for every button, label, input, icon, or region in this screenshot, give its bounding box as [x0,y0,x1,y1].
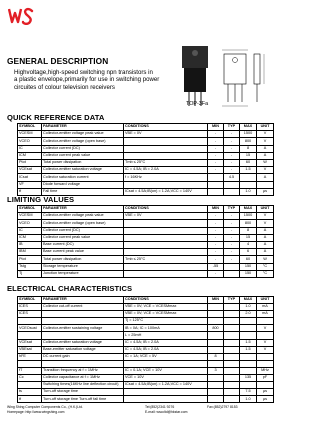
table-cell: VBE = 0V; VCE = VCESMmax [124,304,208,311]
table-cell: °C [257,270,274,277]
table-cell [124,241,208,248]
table-cell [208,382,224,389]
table-cell: - [208,159,224,166]
table-row [18,325,274,332]
table-cell: - [208,152,224,159]
table-cell: Cc [18,375,42,382]
table-cell [224,382,240,389]
column-header: MAX [240,206,257,213]
table-cell: ICES [18,304,42,311]
table-cell: VCEsat [18,339,42,346]
table-cell: - [208,256,224,263]
table-cell: VBE = 0V [124,131,208,138]
table-cell [124,360,208,367]
table-cell: 7.5 [240,389,257,396]
quick-reference-heading: QUICK REFERENCE DATA [7,113,105,122]
table-cell: Collector-emitter voltage (open base) [42,220,124,227]
table-cell: -55 [208,263,224,270]
table-cell: - [224,152,240,159]
table-cell: 150 [240,263,257,270]
column-header: TYP [224,124,240,131]
table-cell [240,174,257,181]
table-cell [224,389,240,396]
table-cell [257,318,274,325]
table-cell: Fall time [42,188,124,195]
table-row [18,304,274,311]
table-cell: - [224,227,240,234]
table-cell [257,382,274,389]
intro-line: circuites of colour television receivers [14,83,115,91]
table-row [18,213,274,220]
table-cell: - [208,138,224,145]
table-cell: Turn-off storage time Turn-off fall time [42,396,124,403]
table-cell [18,318,42,325]
table-cell [224,375,240,382]
table-cell: Tj = 125°C [124,318,208,325]
table-cell: 8 [240,227,257,234]
table-cell: 15 [240,152,257,159]
table-cell: Tstg [18,263,42,270]
table-cell [224,339,240,346]
table-cell: IC = 4.5A; IB = 2.0A [124,346,208,353]
table-cell: - [208,241,224,248]
column-header: CONDITIONS [124,124,208,131]
table-cell [124,234,208,241]
table-cell [240,325,257,332]
table-cell: - [208,220,224,227]
table-cell [124,220,208,227]
table-cell [208,360,224,367]
table-cell: Collector-emitter voltage peak value [42,131,124,138]
table-cell [124,249,208,256]
table-cell [257,181,274,188]
table-cell: A [257,241,274,248]
table-cell: A [257,174,274,181]
table-cell: VBEsat [18,346,42,353]
table-cell: 1.0 [240,304,257,311]
table-cell [240,318,257,325]
table-row [18,256,274,263]
column-header: SYMBOL [18,206,42,213]
table-cell: V [257,138,274,145]
table-cell: hFE [18,353,42,360]
table-cell: fT [18,367,42,374]
table-cell: VCESM [18,213,42,220]
table-cell: A [257,227,274,234]
table-cell: - [208,249,224,256]
table-cell: L = 25mH [124,332,208,339]
table-cell [240,360,257,367]
table-cell [124,138,208,145]
table-row [18,375,274,382]
table-cell [42,311,124,318]
table-cell [224,181,240,188]
table-row [18,396,274,403]
footer-email: E-mail: wsccltd@hkstar.com [145,410,188,414]
table-cell: 1500 [240,131,257,138]
table-cell [124,396,208,403]
table-cell [208,318,224,325]
table-cell [208,174,224,181]
table-cell: Total power dissipation [42,159,124,166]
table-cell: °C [257,263,274,270]
column-header: CONDITIONS [124,297,208,304]
table-cell: V [257,346,274,353]
table-cell: Ptot [18,159,42,166]
table-row [18,145,274,152]
table-cell [224,188,240,195]
table-cell: VCEO [18,138,42,145]
table-cell: W [257,159,274,166]
table-cell: 1500 [240,213,257,220]
table-cell: Transition frequency at f = 1MHz [42,367,124,374]
table-row [18,234,274,241]
table-cell: 1.5 [240,346,257,353]
table-cell: - [224,256,240,263]
column-header: UNIT [257,206,274,213]
table-cell: 4 [240,241,257,248]
table-cell: - [224,249,240,256]
footer-tel: Tel:(852)2341 9276 [145,405,175,409]
table-cell: 1.5 [240,167,257,174]
table-cell [224,304,240,311]
table-cell [208,188,224,195]
table-cell: f = 16KHz [124,174,208,181]
table-cell: DC current gain [42,353,124,360]
table-cell: 800 [240,220,257,227]
column-header: PARAMETER [42,297,124,304]
table-cell [208,304,224,311]
table-cell: Collector current peak value [42,152,124,159]
table-cell: V [257,213,274,220]
table-cell: IC = 1A; VCE = 5V [124,353,208,360]
table-cell: Ptot [18,256,42,263]
table-cell: ICsat [18,174,42,181]
table-cell [224,367,240,374]
table-cell [124,152,208,159]
table-cell: Collector saturation current [42,174,124,181]
table-cell: MHz [257,367,274,374]
table-cell: VCEsat [18,167,42,174]
table-cell: VBE = 0V [124,213,208,220]
table-row [18,346,274,353]
table-cell: 60 [240,159,257,166]
column-header: MAX [240,297,257,304]
table-cell: - [208,227,224,234]
table-row [18,318,274,325]
table-cell: μs [257,396,274,403]
table-cell: 800 [240,138,257,145]
table-row [18,332,274,339]
table-cell: Collector-emitter saturation voltage [42,339,124,346]
table-cell: 150 [240,270,257,277]
table-cell [208,389,224,396]
table-row [18,241,274,248]
table-cell: V [257,167,274,174]
table-cell [257,360,274,367]
quick-reference-table [17,123,274,196]
table-cell [240,181,257,188]
table-cell: A [257,249,274,256]
table-cell: Total power dissipation [42,256,124,263]
table-cell: Switching times(16KHz line deflection circuit) [42,382,124,389]
table-cell: Collector-emitter voltage peak value [42,213,124,220]
table-row [18,339,274,346]
table-cell: ts [18,389,42,396]
table-cell: tf [18,396,42,403]
table-cell: 800 [208,325,224,332]
table-cell: V [257,325,274,332]
table-cell [208,346,224,353]
table-cell [124,181,208,188]
table-cell: Turn-off storage time [42,389,124,396]
table-cell: V [257,131,274,138]
table-row [18,220,274,227]
table-cell: IB = 0A; IC = 100mA [124,325,208,332]
table-cell [208,311,224,318]
table-cell [224,353,240,360]
table-cell: - [224,138,240,145]
table-cell: tf [18,188,42,195]
table-cell [224,346,240,353]
table-cell: - [224,241,240,248]
table-cell: Tmb ≤ 25°C [124,256,208,263]
table-cell [124,389,208,396]
table-row [18,311,274,318]
column-header: MIN [208,124,224,131]
table-cell: IB [18,241,42,248]
table-cell: IC = 0.1A; VCE = 10V [124,367,208,374]
table-cell: - [208,234,224,241]
table-row [18,389,274,396]
electrical-characteristics-heading: ELECTRICAL CHARACTERISTICS [7,284,133,293]
table-cell [208,332,224,339]
table-cell: ICsat = 4.5A;IB(on) = 1.2A;VCC = 140V [124,382,208,389]
table-cell: 15 [240,234,257,241]
table-cell: W [257,256,274,263]
table-row [18,353,274,360]
table-cell [42,360,124,367]
table-cell: ICES [18,311,42,318]
table-cell [42,318,124,325]
table-cell [224,325,240,332]
table-cell: Collector-emitter sustaining voltage [42,325,124,332]
table-cell: IC [18,145,42,152]
table-row [18,382,274,389]
table-cell: VCEO [18,220,42,227]
table-cell: 60 [240,256,257,263]
table-row [18,181,274,188]
column-header: TYP [224,297,240,304]
table-cell [224,270,240,277]
table-cell: VCESM [18,131,42,138]
table-cell: IC = 4.5A; IB = 2.0A [124,167,208,174]
table-cell: 1.0 [240,188,257,195]
column-header: MAX [240,124,257,131]
table-cell: - [208,145,224,152]
footer-company: Wing Shing Computer Components Co., (H.K.)Ltd. [7,405,83,409]
table-cell: 8 [208,353,224,360]
intro-text [14,69,176,91]
table-cell: 3 [208,367,224,374]
table-cell: ICM [18,234,42,241]
table-header-row [18,206,274,213]
intro-line: Highvoltage,high-speed switching npn transistors in [14,69,153,76]
table-cell: 1.5 [240,339,257,346]
table-cell: Base current (DC) [42,241,124,248]
table-cell: Collector capacitance at f = 1MHz [42,375,124,382]
table-row [18,227,274,234]
table-cell: mA [257,304,274,311]
table-cell: A [257,152,274,159]
table-cell: - [224,220,240,227]
column-header: PARAMETER [42,206,124,213]
table-row [18,159,274,166]
table-header-row [18,124,274,131]
column-header: CONDITIONS [124,206,208,213]
table-cell: IBM [18,249,42,256]
table-cell [257,332,274,339]
column-header: MIN [208,206,224,213]
table-cell [124,263,208,270]
electrical-characteristics-table [17,296,274,403]
table-row [18,152,274,159]
column-header: MIN [208,297,224,304]
table-cell: - [224,145,240,152]
intro-line: a plastic envelope,primarily for use in switching power [14,76,160,84]
table-cell: ICM [18,152,42,159]
table-cell [18,360,42,367]
table-cell [224,318,240,325]
table-cell: - [224,159,240,166]
table-cell: Collector cut-off current [42,304,124,311]
table-row [18,360,274,367]
column-header: PARAMETER [42,124,124,131]
general-description-heading: GENERAL DESCRIPTION [7,56,109,66]
table-cell: pF [257,375,274,382]
table-cell: Tj [18,270,42,277]
table-cell: Collector-emitter saturation voltage [42,167,124,174]
table-cell [224,396,240,403]
column-header: SYMBOL [18,297,42,304]
footer-fax: Fax:(852)2797 8153 [207,405,238,409]
table-cell [42,332,124,339]
table-cell [124,145,208,152]
table-cell: Collector current peak value [42,234,124,241]
table-cell: IC = 4.5A; IB = 2.0A [124,339,208,346]
table-cell [208,181,224,188]
table-cell: 135 [240,375,257,382]
limiting-values-heading: LIMITING VALUES [7,195,75,204]
table-cell [18,382,42,389]
table-cell: - [224,131,240,138]
column-header: TYP [224,206,240,213]
table-row [18,249,274,256]
table-cell [18,332,42,339]
table-cell: V [257,220,274,227]
table-cell: ICsat = 4.5A;IB(on) = 1.2A;VCC = 140V [124,188,208,195]
table-cell: A [257,145,274,152]
table-cell: Base current peak value [42,249,124,256]
table-cell [224,360,240,367]
table-cell [224,311,240,318]
table-cell [257,353,274,360]
table-cell [240,332,257,339]
table-row [18,138,274,145]
table-cell: 8 [240,145,257,152]
table-cell: Storage temperature [42,263,124,270]
table-cell: 2.0 [240,311,257,318]
table-cell [208,396,224,403]
table-cell: - [208,167,224,174]
table-cell [208,375,224,382]
table-cell [240,353,257,360]
table-cell: Diode forward voltage [42,181,124,188]
company-logo [8,7,34,25]
column-header: SYMBOL [18,124,42,131]
table-cell: A [257,234,274,241]
table-cell [124,270,208,277]
table-cell: VF [18,181,42,188]
table-cell: Tmb ≤ 25°C [124,159,208,166]
column-header: UNIT [257,297,274,304]
table-cell: Junction temperature [42,270,124,277]
table-cell [224,263,240,270]
table-cell: 6 [240,249,257,256]
table-cell: 4.5 [224,174,240,181]
package-label: TOP-3Fa [186,101,209,107]
limiting-values-table [17,205,274,278]
table-cell: VCE = 10V [124,375,208,382]
table-cell: IC [18,227,42,234]
table-cell [208,339,224,346]
table-cell [224,332,240,339]
table-cell: - [208,270,224,277]
table-cell: - [224,234,240,241]
table-row [18,367,274,374]
table-row [18,263,274,270]
table-cell: μs [257,188,274,195]
table-cell: VBE = 0V; VCE = VCESMmax [124,311,208,318]
table-header-row [18,297,274,304]
table-cell: 1.0 [240,396,257,403]
table-cell [240,367,257,374]
table-cell: Base-emitter saturation voltage [42,346,124,353]
table-row [18,270,274,277]
table-cell: - [208,131,224,138]
table-row [18,131,274,138]
table-cell [240,382,257,389]
table-cell: - [224,167,240,174]
table-cell: - [224,213,240,220]
table-cell: Collector current (DC) [42,227,124,234]
footer-homepage: Homepage: http://www.wingshing.com [7,410,65,414]
table-cell: Collector-emitter voltage (open base) [42,138,124,145]
table-cell [124,227,208,234]
table-cell: V [257,339,274,346]
table-cell: VCEOsust [18,325,42,332]
column-header: UNIT [257,124,274,131]
table-row [18,174,274,181]
table-row [18,167,274,174]
table-cell: Collector current (DC) [42,145,124,152]
table-cell: μs [257,389,274,396]
table-cell: mA [257,311,274,318]
table-cell: - [208,213,224,220]
